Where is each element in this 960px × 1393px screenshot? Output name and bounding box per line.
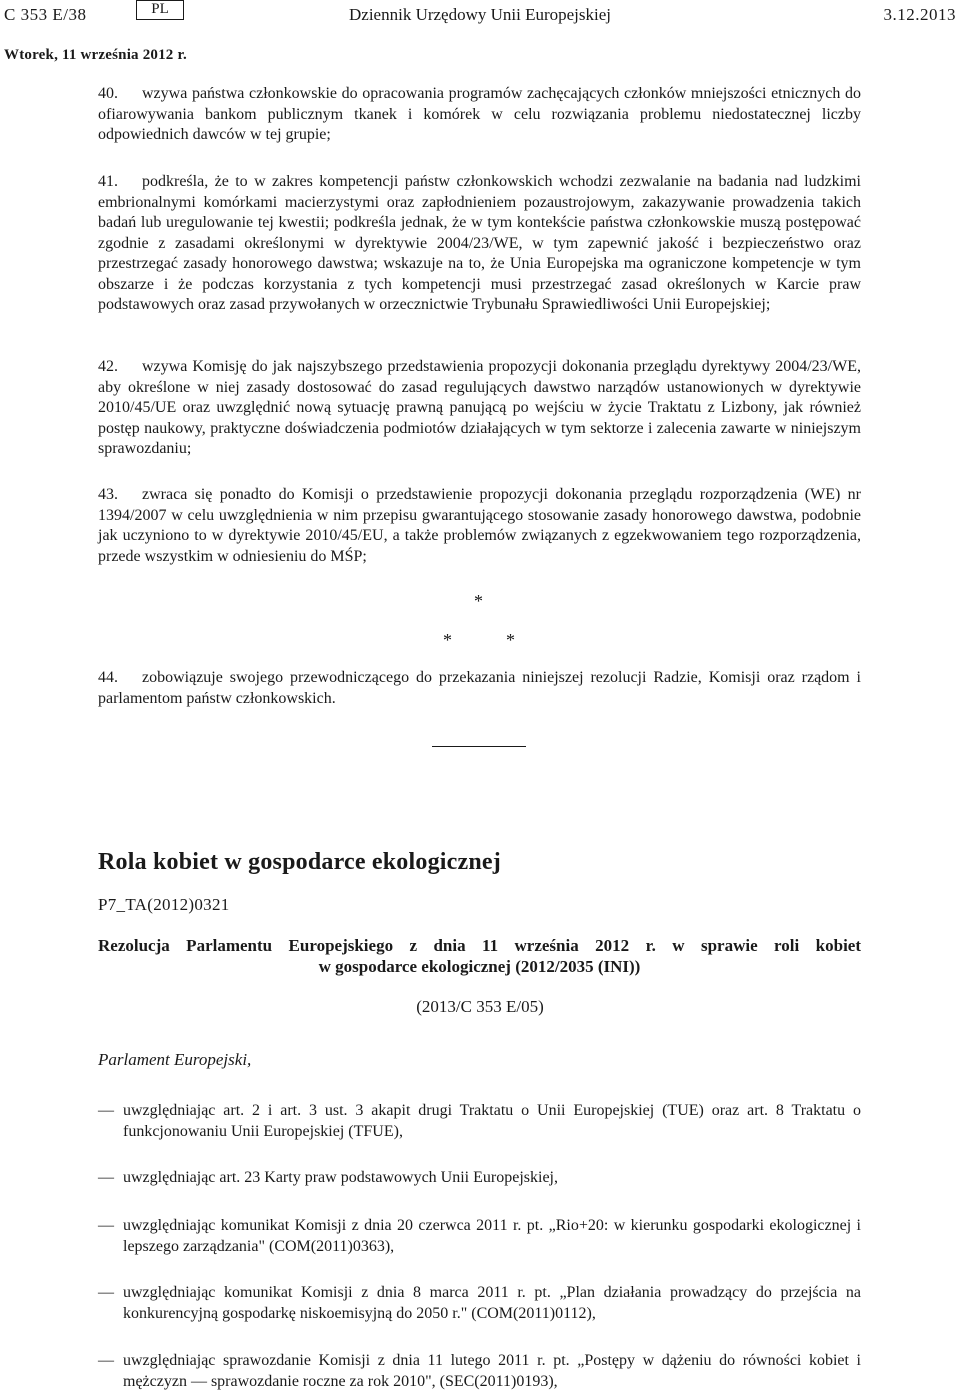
paragraph-text: zwraca się ponadto do Komisji o przedstawienie propozycji dokonania przeglądu rozporządzenia (WE) nr 1394/2007 w celu uwzględnienia w nim przepisu gwarantującego stosowanie zasady honorowego dawstwa, podobnie jak uczyniono to w dyrektywie 2010/45/EU, a także problemów związanych z egzekwowaniem tego rozporządzenia, przede wszystkim w odniesieniu do MŚP;: [98, 486, 861, 565]
paragraph-number: 41.: [98, 173, 118, 190]
asterisk-right: *: [506, 630, 515, 650]
section-divider: [432, 746, 526, 747]
citation-text: uwzględniając art. 23 Karty praw podstawowych Unii Europejskiej,: [123, 1169, 558, 1186]
paragraph-number: 44.: [98, 669, 118, 686]
resolution-title-line-1: Rezolucja Parlamentu Europejskiego z dnia 11 września 2012 r. w sprawie roli kobiet: [98, 936, 861, 955]
dash-bullet: —: [98, 1284, 114, 1301]
citation-item: [98, 1101, 861, 1142]
citation-text: uwzględniając komunikat Komisji z dnia 8 marca 2011 r. pt. „Plan działania prowadzący do przejścia na konkurencyjną gospodarkę niskoemisyjną do 2050 r." (COM(2011)0112),: [123, 1284, 861, 1322]
paragraph-40: [98, 84, 861, 146]
citation-item: [98, 1168, 861, 1189]
resolution-title-line-2: w gospodarce ekologicznej (2012/2035 (INI)): [318, 956, 641, 976]
paragraph-42: [98, 357, 861, 460]
paragraph-43: [98, 485, 861, 567]
paragraph-text: zobowiązuje swojego przewodniczącego do przekazania niniejszej rezolucji Radzie, Komisji oraz rządom i parlamentom państw członkowskich.: [98, 669, 861, 707]
paragraph-text: podkreśla, że to w zakres kompetencji państw członkowskich wchodzi zezwalanie na badania nad ludzkimi embrionalnymi komórkami macierzystymi oraz zapłodnieniem pozaustrojowym, zakazywanie prowadzenia takich badań lub uregulowanie tej kwestii; podkreśla jednak, że w tym kontekście państwa członkowskie muszą postępować zgodnie z zasadami określonymi w dyrektywie 2004/23/WE, w tym zapewnić jakość i bezpieczeństwo oraz przestrzegać zasady honorowego dawstwa; wskazuje na to, że Unia Europejska ma ograniczone kompetencje w tym obszarze i że podczas korzystania z tych kompetencji musi przestrzegać zasad określonych w Karcie praw podstawowych oraz zasad przywołanych w orzecznictwie Trybunału Sprawiedliwości Unii Europejskiej;: [98, 173, 861, 313]
citation-text: uwzględniając sprawozdanie Komisji z dnia 11 lutego 2011 r. pt. „Postępy w dążeniu do równości kobiet i mężczyzn — sprawozdanie roczne za rok 2010", (SEC(2011)0193),: [123, 1352, 861, 1390]
citation-text: uwzględniając art. 2 i art. 3 ust. 3 akapit drugi Traktatu o Unii Europejskiej (TUE) oraz art. 8 Traktatu o funkcjonowaniu Unii Europejskiej (TFUE),: [123, 1102, 861, 1140]
publication-date: 3.12.2013: [883, 5, 956, 24]
language-code-box: PL: [136, 0, 184, 20]
dash-bullet: —: [98, 1169, 114, 1186]
document-code: P7_TA(2012)0321: [98, 895, 230, 914]
dash-bullet: —: [98, 1352, 114, 1369]
paragraph-text: wzywa Komisję do jak najszybszego przedstawienia propozycji dokonania przeglądu dyrektywy 2004/23/WE, aby określone w niej zasady dostosować do zasad regulujących dawstwo narządów ustanowionych w dyrektywie 2010/45/UE oraz uwzględnić nową sytuację prawną panującą po wejściu w życie Traktatu z Lizbony, jak również postęp naukowy, praktyczne doświadczenia podmiotów działających w tym sektorze i zalecenia zawarte w niniejszym sprawozdaniu;: [98, 358, 861, 457]
asterisk-top: *: [474, 591, 483, 611]
journal-reference: C 353 E/38: [4, 5, 87, 24]
official-journal-reference: (2013/C 353 E/05): [416, 997, 544, 1016]
session-date: Wtorek, 11 września 2012 r.: [4, 47, 187, 63]
journal-title: Dziennik Urzędowy Unii Europejskiej: [349, 5, 612, 24]
paragraph-41: [98, 172, 861, 316]
citation-item: [98, 1351, 861, 1392]
asterisk-left: *: [443, 630, 452, 650]
paragraph-44: [98, 668, 861, 709]
parliament-label: Parlament Europejski,: [98, 1050, 252, 1069]
paragraph-number: 43.: [98, 486, 118, 503]
paragraph-number: 42.: [98, 358, 118, 375]
dash-bullet: —: [98, 1217, 114, 1234]
citation-text: uwzględniając komunikat Komisji z dnia 20 czerwca 2011 r. pt. „Rio+20: w kierunku gospodarki ekologicznej i lepszego zarządzania" (COM(2011)0363),: [123, 1217, 861, 1255]
paragraph-text: wzywa państwa członkowskie do opracowania programów zachęcających członków mniejszości etnicznych do ofiarowywania bankom publicznym tkanek i komórek w celu rozwiązania problemu niedostatecznej liczby odpowiednich dawców w tej grupie;: [98, 85, 861, 143]
section-title: Rola kobiet w gospodarce ekologicznej: [98, 849, 501, 875]
citation-item: [98, 1283, 861, 1324]
page-header: [0, 0, 960, 30]
resolution-title: [98, 936, 861, 977]
paragraph-number: 40.: [98, 85, 118, 102]
dash-bullet: —: [98, 1102, 114, 1119]
citation-item: [98, 1216, 861, 1257]
